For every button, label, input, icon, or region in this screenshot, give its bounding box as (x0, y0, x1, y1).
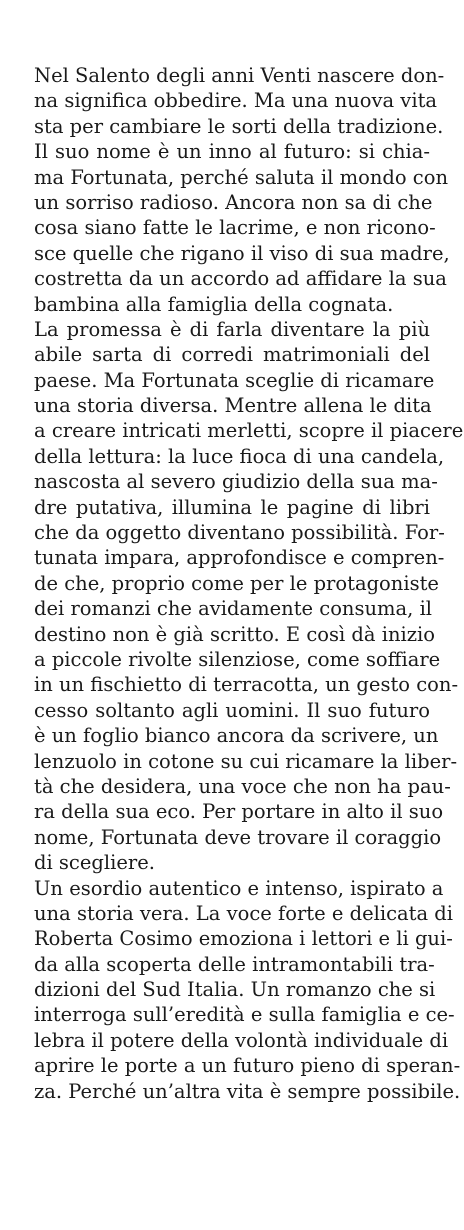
text-line: di scegliere. (34, 851, 155, 875)
text-line: destino non è già scritto. E così dà inizio (34, 622, 436, 646)
text-line: a creare intricati merletti, scopre il piacere (34, 419, 464, 443)
text-line: tà che desidera, una voce che non ha pau- (34, 774, 451, 798)
text-line: lebra il potere della volontà individuale di (34, 1028, 449, 1052)
text-line: Il suo nome è un inno al futuro: si chia- (34, 140, 430, 164)
text-line: cesso soltanto agli uomini. Il suo futuro (34, 698, 430, 722)
text-line: cosa siano fatte le lacrime, e non ricono- (34, 216, 436, 240)
text-line: in un fischietto di terracotta, un gesto con- (34, 673, 459, 697)
blurb-text (34, 63, 464, 1104)
text-line: aprire le porte a un futuro pieno di speran- (34, 1054, 461, 1078)
text-line: una storia diversa. Mentre allena le dita (34, 394, 432, 418)
text-line: Nel Salento degli anni Venti nascere don- (34, 64, 445, 87)
text-line: bambina alla famiglia della cognata. (34, 292, 394, 316)
text-line: interroga sull’eredità e sulla famiglia e ce- (34, 1003, 455, 1027)
text-line: Roberta Cosimo emoziona i lettori e li gui- (34, 927, 453, 951)
text-line: costretta da un accordo ad affidare la sua (34, 267, 447, 291)
paragraph-1 (34, 63, 450, 317)
text-line: dei romanzi che avidamente consuma, il (34, 597, 433, 621)
text-line: ma Fortunata, perché saluta il mondo con (34, 165, 449, 189)
text-line: sta per cambiare le sorti della tradizione. (34, 114, 444, 138)
text-line: nome, Fortunata deve trovare il coraggio (34, 825, 442, 849)
text-line: un sorriso radioso. Ancora non sa di che (34, 190, 433, 214)
text-line: za. Perché un’altra vita è sempre possibile. (34, 1079, 461, 1103)
text-line: paese. Ma Fortunata sceglie di ricamare (34, 368, 435, 392)
text-line: una storia vera. La voce forte e delicata di (34, 901, 454, 925)
paragraph-3 (34, 876, 461, 1105)
text-line: na significa obbedire. Ma una nuova vita (34, 89, 438, 113)
text-line: a piccole rivolte silenziose, come soffiare (34, 647, 441, 671)
text-line: lenzuolo in cotone su cui ricamare la liber- (34, 749, 458, 773)
text-line: de che, proprio come per le protagoniste (34, 571, 439, 595)
text-line: che da oggetto diventano possibilità. For- (34, 521, 445, 545)
text-line: della lettura: la luce fioca di una candela, (34, 444, 445, 468)
text-line: ra della sua eco. Per portare in alto il suo (34, 800, 444, 824)
text-line: tunata impara, approfondisce e compren- (34, 546, 445, 570)
text-line: Un esordio autentico e intenso, ispirato a (34, 876, 444, 900)
text-line: dizioni del Sud Italia. Un romanzo che si (34, 978, 436, 1002)
text-line: sce quelle che rigano il viso di sua madre, (34, 241, 450, 265)
text-line: nascosta al severo giudizio della sua ma- (34, 470, 438, 494)
text-line: da alla scoperta delle intramontabili tra- (34, 952, 435, 976)
text-line: dre putativa, illumina le pagine di libri (34, 495, 430, 519)
text-line: abile sarta di corredi matrimoniali del (34, 343, 430, 367)
text-line: La promessa è di farla diventare la più (34, 317, 430, 341)
text-line: è un foglio bianco ancora da scrivere, un (34, 724, 439, 748)
paragraph-2 (34, 317, 464, 876)
